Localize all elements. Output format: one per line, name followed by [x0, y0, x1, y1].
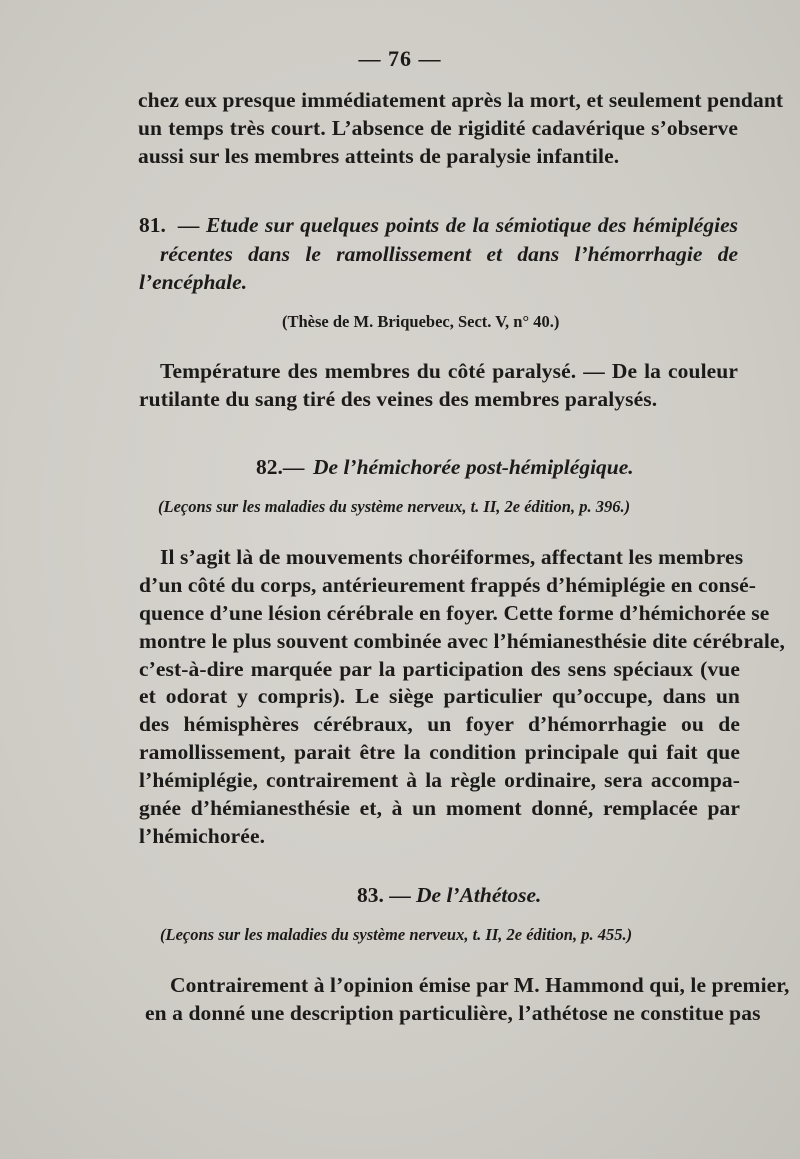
section-81-number: 81.: [139, 213, 166, 237]
section-83-body-line-2: en a donné une description particulière, l’athétose ne constitue pas: [145, 1001, 761, 1025]
section-83-body-line-1: Contrairement à l’opinion émise par M. Hammond qui, le premier,: [170, 973, 790, 997]
section-82-body-line-6: et odorat y compris). Le siège particulier qu’occupe, dans un: [139, 684, 740, 708]
section-82-body-line-7: des hémisphères cérébraux, un foyer d’hémorrhagie ou de: [139, 712, 740, 736]
section-81-title-line-3: l’encéphale.: [139, 270, 248, 294]
section-83-title: De l’Athétose.: [416, 883, 542, 907]
section-82-title: De l’hémichorée post-hémiplégique.: [313, 455, 634, 479]
section-82-reference: (Leçons sur les maladies du système nerveux, t. II, 2e édition, p. 396.): [158, 497, 631, 516]
section-82-body-line-11: l’hémichorée.: [139, 824, 266, 848]
section-82-number: 82.—: [256, 455, 305, 479]
section-81-body-line-1: Température des membres du côté paralysé. — De la couleur: [160, 359, 738, 383]
section-82-body-line-4: montre le plus souvent combinée avec l’hémianesthésie dite cérébrale,: [139, 629, 786, 653]
intro-line-2: un temps très court. L’absence de rigidité cadavérique s’observe: [138, 116, 738, 140]
section-82-body-line-5: c’est-à-dire marquée par la participation des sens spéciaux (vue: [139, 657, 740, 681]
section-82-body-line-8: ramollissement, parait être la condition principale qui fait que: [139, 740, 740, 764]
section-83-reference: (Leçons sur les maladies du système nerveux, t. II, 2e édition, p. 455.): [160, 925, 633, 944]
intro-line-3: aussi sur les membres atteints de paralysie infantile.: [138, 144, 620, 168]
section-81-title-line-2: récentes dans le ramollissement et dans l’hémorrhagie de: [160, 242, 738, 266]
section-82-body-line-9: l’hémiplégie, contrairement à la règle ordinaire, sera accompa-: [139, 768, 740, 792]
section-81-reference: (Thèse de M. Briquebec, Sect. V, n° 40.): [282, 312, 560, 331]
intro-line-1: chez eux presque immédiatement après la mort, et seulement pendant: [138, 88, 784, 112]
section-82-body-line-2: d’un côté du corps, antérieurement frappés d’hémiplégie en consé-: [139, 573, 757, 597]
section-81-title-line-1: — Etude sur quelques points de la sémiotique des hémiplégies: [178, 213, 738, 237]
page-number: — 76 —: [358, 46, 442, 71]
section-82-body-line-10: gnée d’hémianesthésie et, à un moment donné, remplacée par: [139, 796, 740, 820]
section-81-body-line-2: rutilante du sang tiré des veines des membres paralysés.: [139, 387, 658, 411]
section-83-number: 83. —: [357, 883, 411, 907]
section-82-body-line-1: Il s’agit là de mouvements choréiformes, affectant les membres: [160, 545, 744, 569]
section-82-body-line-3: quence d’une lésion cérébrale en foyer. Cette forme d’hémichorée se: [139, 601, 770, 625]
